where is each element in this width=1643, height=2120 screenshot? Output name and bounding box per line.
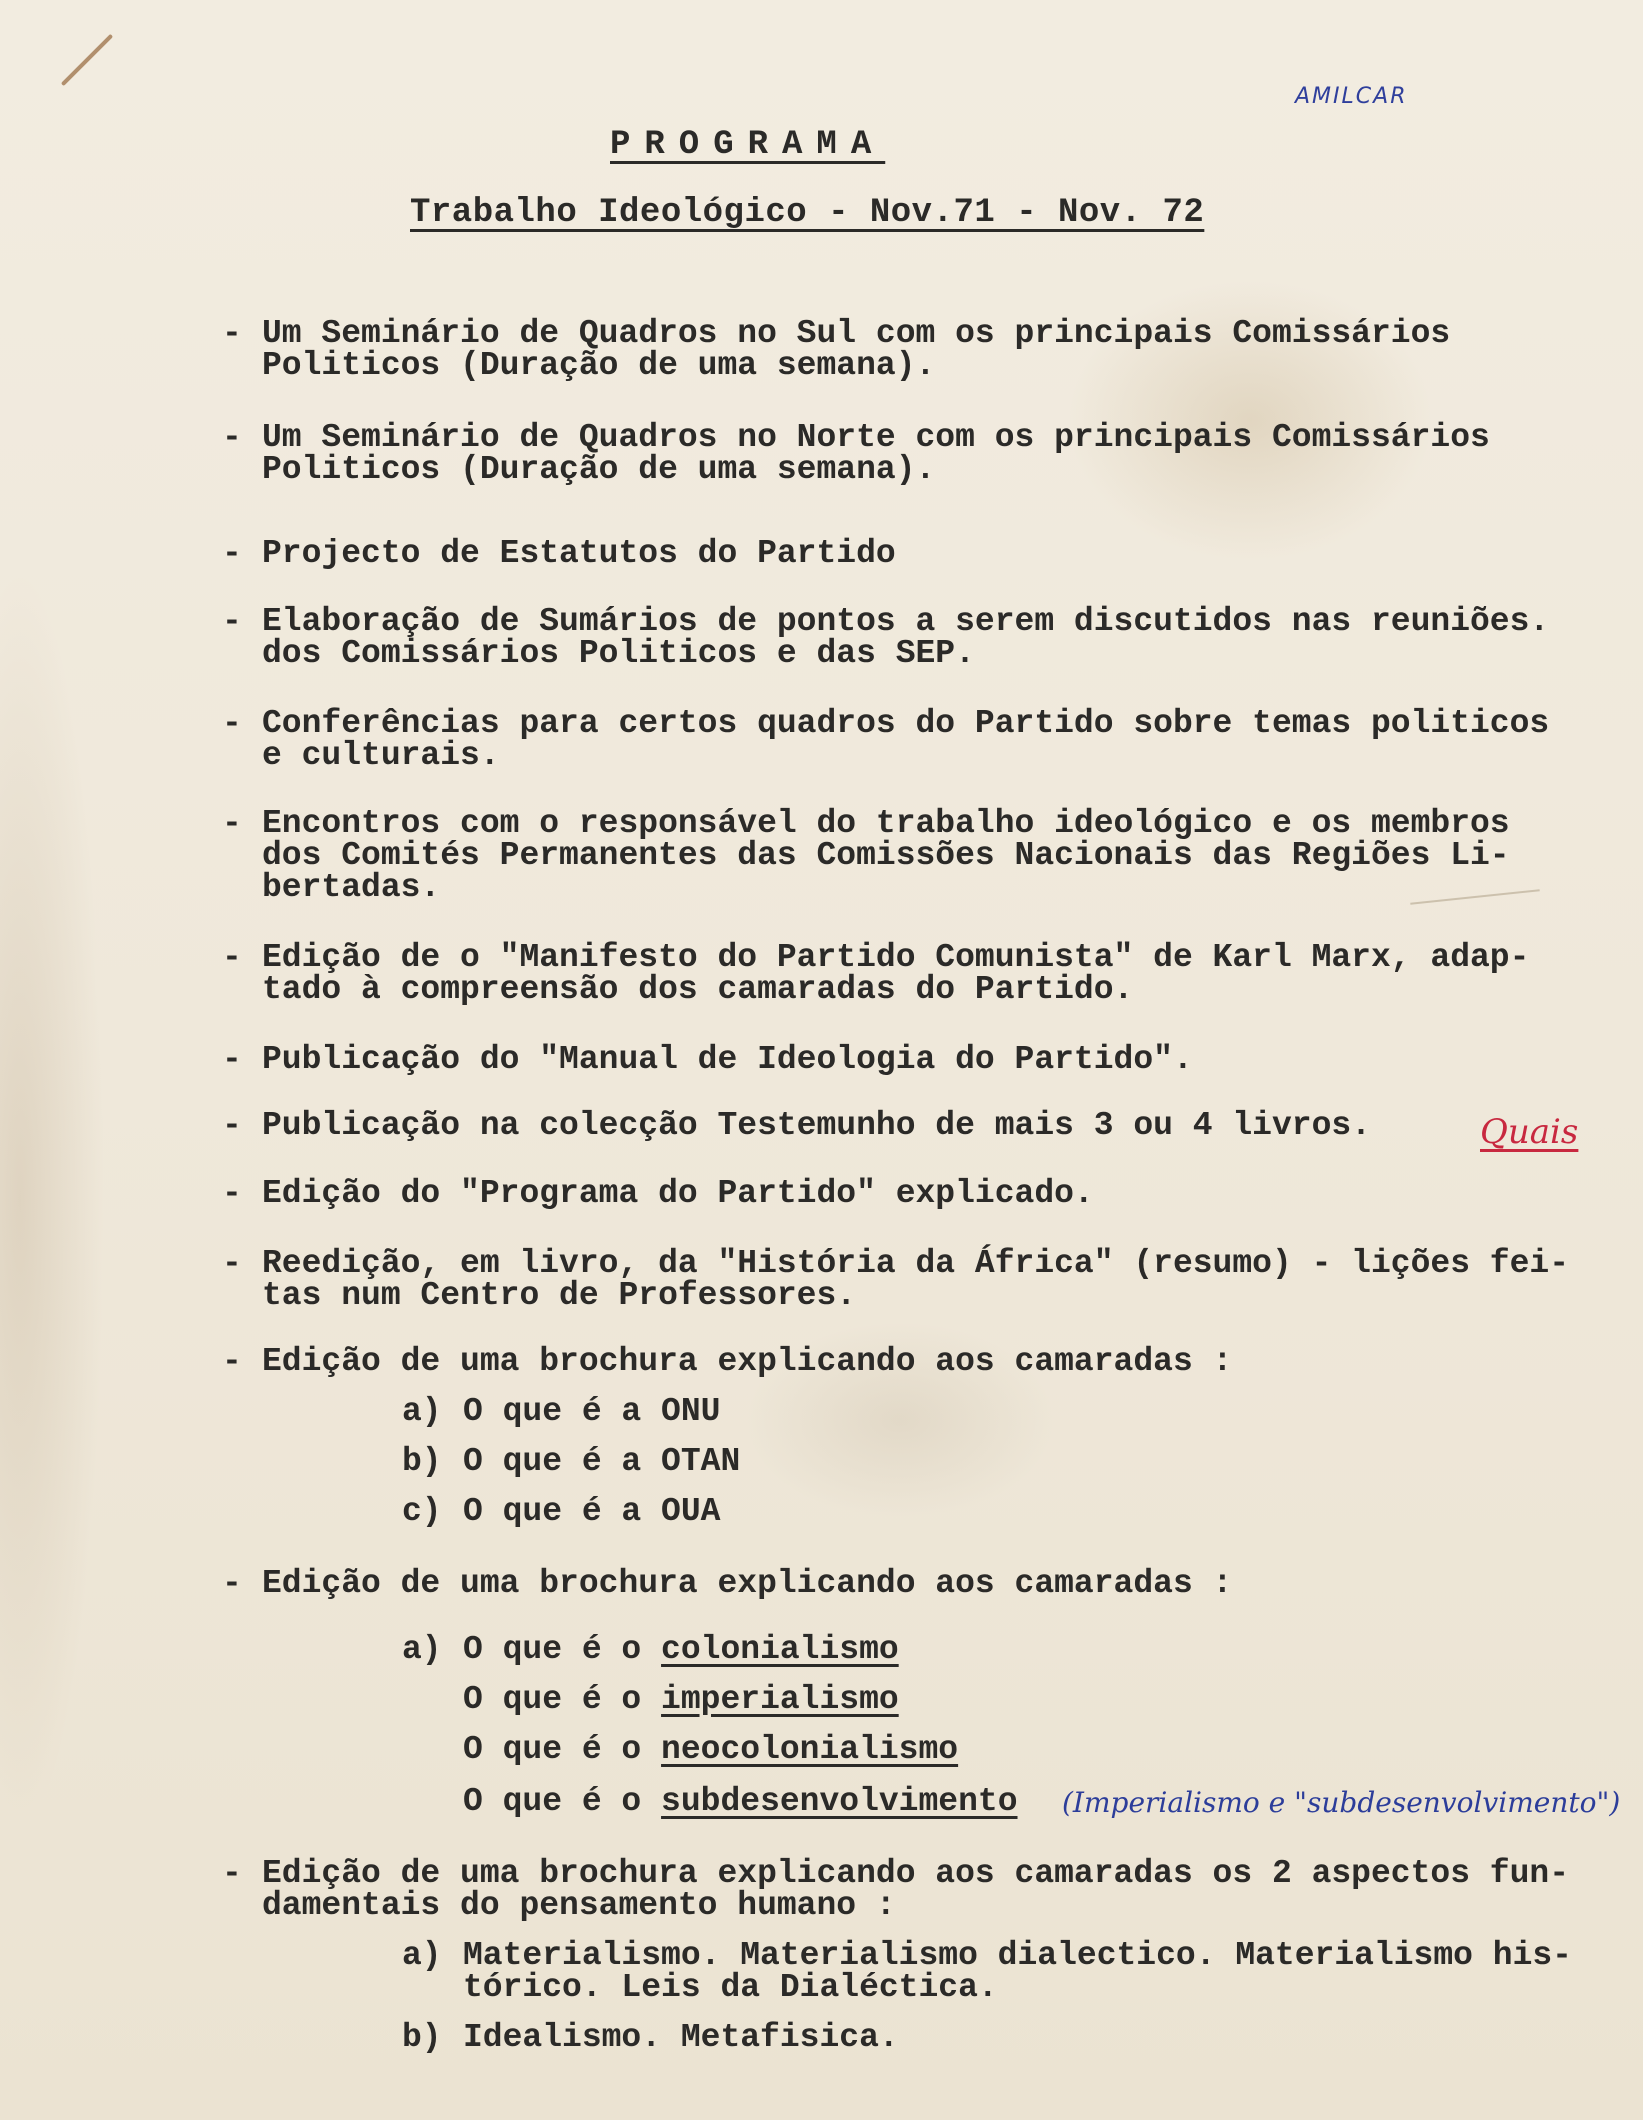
- item-text: Edição do "Programa do Partido" explicado.: [262, 1175, 1094, 1212]
- bullet-dash: -: [222, 1343, 242, 1380]
- item-text: Edição de o "Manifesto do Partido Comunista" de Karl Marx, adap- tado à compreensão dos camaradas do Partido.: [262, 939, 1530, 1008]
- item-text: Publicação na colecção Testemunho de mais 3 ou 4 livros.: [262, 1107, 1371, 1144]
- concept-line: O que é o subdesenvolvimento: [463, 1783, 1018, 1820]
- item-text: Publicação do "Manual de Ideologia do Partido".: [262, 1041, 1193, 1078]
- bullet-dash: -: [222, 1565, 242, 1602]
- staple-mark: [61, 34, 113, 86]
- handwritten-quais-note: Quais: [1480, 1112, 1579, 1152]
- sub-item-text: O que é a OTAN: [463, 1443, 741, 1480]
- item-text: Um Seminário de Quadros no Sul com os principais Comissários Politicos (Duração de uma semana).: [262, 315, 1451, 384]
- concept-line: O que é o imperialismo: [463, 1681, 899, 1718]
- sub-item-label: a): [402, 1631, 442, 1668]
- bullet-dash: -: [222, 603, 242, 640]
- sub-item-label: a): [402, 1937, 442, 1974]
- sub-item-text: O que é a OUA: [463, 1493, 721, 1530]
- item-text: Edição de uma brochura explicando aos camaradas :: [262, 1565, 1233, 1602]
- item-text: Reedição, em livro, da "História da África" (resumo) - lições fei- tas num Centro de Professores.: [262, 1245, 1570, 1314]
- item-text: Elaboração de Sumários de pontos a serem discutidos nas reuniões. dos Comissários Politicos e das SEP.: [262, 603, 1550, 672]
- sub-item-text: Materialismo. Materialismo dialectico. Materialismo his- tórico. Leis da Dialéctica.: [463, 1937, 1572, 2006]
- document-title: PROGRAMA: [610, 126, 886, 164]
- sub-item-label: a): [402, 1393, 442, 1430]
- bullet-dash: -: [222, 535, 242, 572]
- item-text: Conferências para certos quadros do Partido sobre temas politicos e culturais.: [262, 705, 1550, 774]
- handwritten-imperialismo-note: (Imperialismo e "subdesenvolvimento"): [1062, 1786, 1621, 1819]
- sub-item-label: b): [402, 2019, 442, 2056]
- bullet-dash: -: [222, 419, 242, 456]
- item-text: Encontros com o responsável do trabalho ideológico e os membros dos Comités Permanentes das Comissões Nacionais das Regiões Li- bertadas.: [262, 805, 1510, 906]
- sub-item-label: c): [402, 1493, 442, 1530]
- sub-item-text: Idealismo. Metafisica.: [463, 2019, 899, 2056]
- bullet-dash: -: [222, 315, 242, 352]
- item-text: Projecto de Estatutos do Partido: [262, 535, 896, 572]
- bullet-dash: -: [222, 1855, 242, 1892]
- bullet-dash: -: [222, 1175, 242, 1212]
- bullet-dash: -: [222, 939, 242, 976]
- sub-item-text: O que é a ONU: [463, 1393, 721, 1430]
- item-text: Edição de uma brochura explicando aos camaradas os 2 aspectos fun- damentais do pensamento humano :: [262, 1855, 1570, 1924]
- item-text: Edição de uma brochura explicando aos camaradas :: [262, 1343, 1233, 1380]
- item-text: Um Seminário de Quadros no Norte com os principais Comissários Politicos (Duração de uma semana).: [262, 419, 1490, 488]
- concept-line: O que é o neocolonialismo: [463, 1731, 959, 1768]
- bullet-dash: -: [222, 805, 242, 842]
- bullet-dash: -: [222, 1107, 242, 1144]
- concept-line: O que é o colonialismo: [463, 1631, 899, 1668]
- bullet-dash: -: [222, 1041, 242, 1078]
- sub-item-label: b): [402, 1443, 442, 1480]
- bullet-dash: -: [222, 1245, 242, 1282]
- document-subtitle: Trabalho Ideológico - Nov.71 - Nov. 72: [410, 194, 1205, 232]
- bullet-dash: -: [222, 705, 242, 742]
- handwritten-name-note: AMILCAR: [1295, 84, 1408, 109]
